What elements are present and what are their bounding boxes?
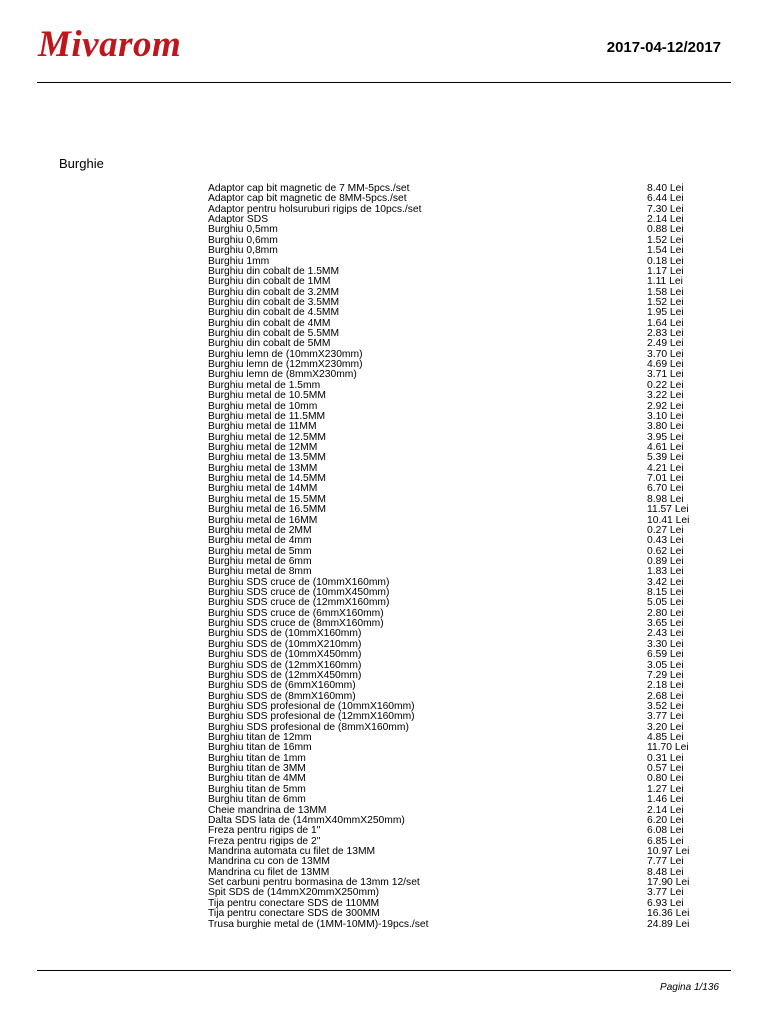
product-name: Burghiu SDS de (6mmX160mm): [208, 680, 356, 692]
product-name: Burghiu metal de 14.5MM: [208, 473, 326, 485]
product-name: Burghiu metal de 13MM: [208, 462, 318, 474]
product-name: Burghiu SDS cruce de (10mmX450mm): [208, 587, 390, 599]
product-name: Burghiu din cobalt de 1MM: [208, 276, 331, 288]
product-name: Burghiu titan de 4MM: [208, 773, 306, 785]
product-name: Burghiu SDS cruce de (12mmX160mm): [208, 597, 390, 609]
product-price: 0.88 Lei: [647, 224, 684, 236]
product-name: Burghiu metal de 12MM: [208, 441, 318, 453]
product-price: 6.08 Lei: [647, 825, 684, 837]
product-price: 1.17 Lei: [647, 265, 684, 277]
product-price: 3.30 Lei: [647, 638, 684, 650]
product-name: Mandrina cu con de 13MM: [208, 856, 330, 868]
product-price: 5.39 Lei: [647, 452, 684, 464]
product-price: 3.10 Lei: [647, 410, 684, 422]
product-price: 2.83 Lei: [647, 328, 684, 340]
product-name: Mandrina automata cu filet de 13MM: [208, 846, 376, 857]
product-price: 0.31 Lei: [647, 752, 684, 764]
product-price: 0.18 Lei: [647, 255, 684, 267]
product-price: 7.77 Lei: [647, 856, 684, 868]
product-price: 16.36 Lei: [647, 908, 690, 920]
product-price: 0.62 Lei: [647, 545, 684, 557]
product-name: Burghiu titan de 16mm: [208, 742, 312, 754]
mivarom-logo: Mivarom: [38, 24, 182, 65]
product-price: 0.43 Lei: [647, 535, 684, 547]
product-name: Burghiu SDS de (8mmX160mm): [208, 690, 356, 702]
product-name: Burghiu lemn de (10mmX230mm): [208, 348, 363, 360]
product-name: Burghiu metal de 14MM: [208, 483, 318, 495]
product-name: Burghiu metal de 12.5MM: [208, 431, 326, 443]
product-name: Burghiu lemn de (12mmX230mm): [208, 359, 363, 371]
product-name: Spit SDS de (14mmX20mmX250mm): [208, 887, 380, 899]
product-price: 6.70 Lei: [647, 483, 684, 495]
product-name: Burghiu SDS cruce de (10mmX160mm): [208, 576, 390, 588]
product-name: Burghiu SDS de (12mmX450mm): [208, 669, 362, 681]
product-price: 1.83 Lei: [647, 566, 684, 578]
product-price: 8.40 Lei: [647, 183, 684, 194]
product-name: Adaptor SDS: [208, 214, 269, 226]
product-price: 3.52 Lei: [647, 700, 684, 712]
product-price: 8.15 Lei: [647, 587, 684, 599]
product-name: Burghiu lemn de (8mmX230mm): [208, 369, 357, 381]
product-price: 8.98 Lei: [647, 493, 684, 505]
product-price: 0.22 Lei: [647, 379, 684, 391]
product-name: Burghiu 0,8mm: [208, 245, 278, 257]
product-price: 2.18 Lei: [647, 680, 684, 692]
product-name: Burghiu SDS cruce de (6mmX160mm): [208, 607, 384, 619]
product-price: 3.70 Lei: [647, 348, 684, 360]
product-name: Tija pentru conectare SDS de 300MM: [208, 908, 380, 920]
list-item: [208, 391, 708, 401]
product-price: 1.52 Lei: [647, 296, 684, 308]
product-name: Freza pentru rigips de 1": [208, 825, 321, 837]
product-name: Burghiu metal de 16.5MM: [208, 504, 326, 516]
list-item: [208, 246, 708, 256]
product-name: Burghiu SDS de (10mmX210mm): [208, 638, 362, 650]
list-item: [208, 215, 708, 225]
product-price: 3.20 Lei: [647, 721, 684, 733]
product-name: Burghiu metal de 13.5MM: [208, 452, 326, 464]
product-name: Burghiu metal de 15.5MM: [208, 493, 326, 505]
product-price: 10.41 Lei: [647, 514, 690, 526]
product-price: 1.54 Lei: [647, 245, 684, 257]
list-item: [208, 505, 708, 515]
product-price: 4.85 Lei: [647, 732, 684, 744]
product-price: 10.97 Lei: [647, 846, 690, 857]
list-item: [208, 205, 708, 215]
product-name: Mandrina cu filet de 13MM: [208, 866, 330, 878]
footer-divider: [37, 970, 731, 971]
product-name: Burghiu metal de 8mm: [208, 566, 312, 578]
product-name: Dalta SDS lata de (14mmX40mmX250mm): [208, 814, 405, 826]
product-price: 3.77 Lei: [647, 887, 684, 899]
product-name: Burghiu metal de 16MM: [208, 514, 318, 526]
list-item: [208, 236, 708, 246]
product-price: 2.43 Lei: [647, 628, 684, 640]
product-price: 0.57 Lei: [647, 763, 684, 775]
header-divider: [37, 82, 731, 83]
product-name: Trusa burghie metal de (1MM-10MM)-19pcs./set: [208, 918, 429, 930]
product-name: Burghiu din cobalt de 5.5MM: [208, 328, 340, 340]
product-name: Burghiu metal de 10mm: [208, 400, 318, 412]
product-price: 24.89 Lei: [647, 918, 690, 930]
product-price: 2.92 Lei: [647, 400, 684, 412]
product-name: Burghiu titan de 12mm: [208, 732, 312, 744]
product-name: Adaptor cap bit magnetic de 8MM-5pcs./set: [208, 193, 407, 205]
list-item: [208, 795, 708, 805]
product-price: 8.48 Lei: [647, 866, 684, 878]
product-price: 6.44 Lei: [647, 193, 684, 205]
product-name: Burghiu 1mm: [208, 255, 270, 267]
product-name: Burghiu metal de 2MM: [208, 524, 312, 536]
product-name: Burghiu 0,6mm: [208, 234, 278, 246]
product-price: 6.85 Lei: [647, 835, 684, 847]
product-price: 6.59 Lei: [647, 649, 684, 661]
product-name: Burghiu titan de 3MM: [208, 763, 306, 775]
product-name: Adaptor pentru holsuruburi rigips de 10pcs./set: [208, 203, 422, 215]
list-item: [208, 920, 708, 930]
product-price: 0.80 Lei: [647, 773, 684, 785]
product-price: 3.05 Lei: [647, 659, 684, 671]
product-name: Burghiu din cobalt de 4.5MM: [208, 307, 340, 319]
product-price: 1.64 Lei: [647, 317, 684, 329]
product-name: Set carbuni pentru bormasina de 13mm 12/set: [208, 877, 420, 889]
product-price: 17.90 Lei: [647, 877, 690, 889]
product-price: 3.95 Lei: [647, 431, 684, 443]
document-date: 2017-04-12/2017: [606, 39, 721, 56]
product-price: 4.69 Lei: [647, 359, 684, 371]
product-name: Cheie mandrina de 13MM: [208, 804, 327, 816]
product-price: 4.21 Lei: [647, 462, 684, 474]
product-name: Burghiu din cobalt de 3.2MM: [208, 286, 340, 298]
product-price: 2.68 Lei: [647, 690, 684, 702]
product-price: 11.70 Lei: [647, 742, 689, 754]
product-name: Freza pentru rigips de 2": [208, 835, 321, 847]
product-price: 3.77 Lei: [647, 711, 684, 723]
product-price: 3.80 Lei: [647, 421, 684, 433]
product-name: Burghiu titan de 6mm: [208, 794, 306, 806]
product-name: Burghiu titan de 5mm: [208, 783, 306, 795]
product-name: Burghiu SDS profesional de (8mmX160mm): [208, 721, 409, 733]
product-price: 1.27 Lei: [647, 783, 684, 795]
product-name: Burghiu titan de 1mm: [208, 752, 306, 764]
product-name: Burghiu metal de 11.5MM: [208, 410, 326, 422]
product-price: 1.95 Lei: [647, 307, 684, 319]
list-item: [208, 650, 708, 660]
product-price: 6.20 Lei: [647, 814, 684, 826]
product-name: Tija pentru conectare SDS de 110MM: [208, 897, 380, 909]
product-price: 2.14 Lei: [647, 804, 684, 816]
product-price: 0.27 Lei: [647, 524, 684, 536]
product-name: Burghiu metal de 6mm: [208, 555, 312, 567]
product-name: Burghiu 0,5mm: [208, 224, 278, 236]
product-price: 1.58 Lei: [647, 286, 684, 298]
product-price: 0.89 Lei: [647, 555, 684, 567]
product-name: Burghiu SDS profesional de (10mmX160mm): [208, 700, 415, 712]
product-price: 11.57 Lei: [647, 504, 689, 516]
product-price: 5.05 Lei: [647, 597, 684, 609]
section-title: Burghie: [59, 156, 104, 171]
product-price: 2.14 Lei: [647, 214, 684, 226]
product-price: 6.93 Lei: [647, 897, 684, 909]
product-price: 7.29 Lei: [647, 669, 684, 681]
product-name: Burghiu SDS de (12mmX160mm): [208, 659, 362, 671]
product-price: 7.01 Lei: [647, 473, 684, 485]
product-name: Burghiu din cobalt de 5MM: [208, 338, 331, 350]
product-name: Burghiu SDS cruce de (8mmX160mm): [208, 618, 384, 630]
product-name: Burghiu metal de 11MM: [208, 421, 317, 433]
product-name: Burghiu metal de 10.5MM: [208, 390, 326, 402]
product-price: 2.80 Lei: [647, 607, 684, 619]
product-price: 1.52 Lei: [647, 234, 684, 246]
list-item: [208, 909, 708, 919]
product-name: Burghiu metal de 5mm: [208, 545, 312, 557]
product-price: 3.71 Lei: [647, 369, 684, 381]
price-list: [208, 184, 708, 930]
product-price: 3.22 Lei: [647, 390, 684, 402]
product-price: 3.65 Lei: [647, 618, 684, 630]
product-name: Burghiu SDS de (10mmX160mm): [208, 628, 362, 640]
product-name: Burghiu SDS de (10mmX450mm): [208, 649, 362, 661]
product-name: Burghiu din cobalt de 4MM: [208, 317, 331, 329]
product-name: Burghiu din cobalt de 1.5MM: [208, 265, 340, 277]
product-name: Burghiu din cobalt de 3.5MM: [208, 296, 340, 308]
page-number: Pagina 1/136: [660, 982, 719, 993]
product-name: Adaptor cap bit magnetic de 7 MM-5pcs./set: [208, 183, 410, 194]
product-price: 3.42 Lei: [647, 576, 684, 588]
product-name: Burghiu SDS profesional de (12mmX160mm): [208, 711, 415, 723]
product-price: 1.46 Lei: [647, 794, 684, 806]
product-price: 7.30 Lei: [647, 203, 684, 215]
product-name: Burghiu metal de 1.5mm: [208, 379, 321, 391]
product-price: 1.11 Lei: [647, 276, 683, 288]
product-price: 2.49 Lei: [647, 338, 684, 350]
product-price: 4.61 Lei: [647, 441, 684, 453]
list-item: [208, 225, 708, 235]
product-name: Burghiu metal de 4mm: [208, 535, 312, 547]
